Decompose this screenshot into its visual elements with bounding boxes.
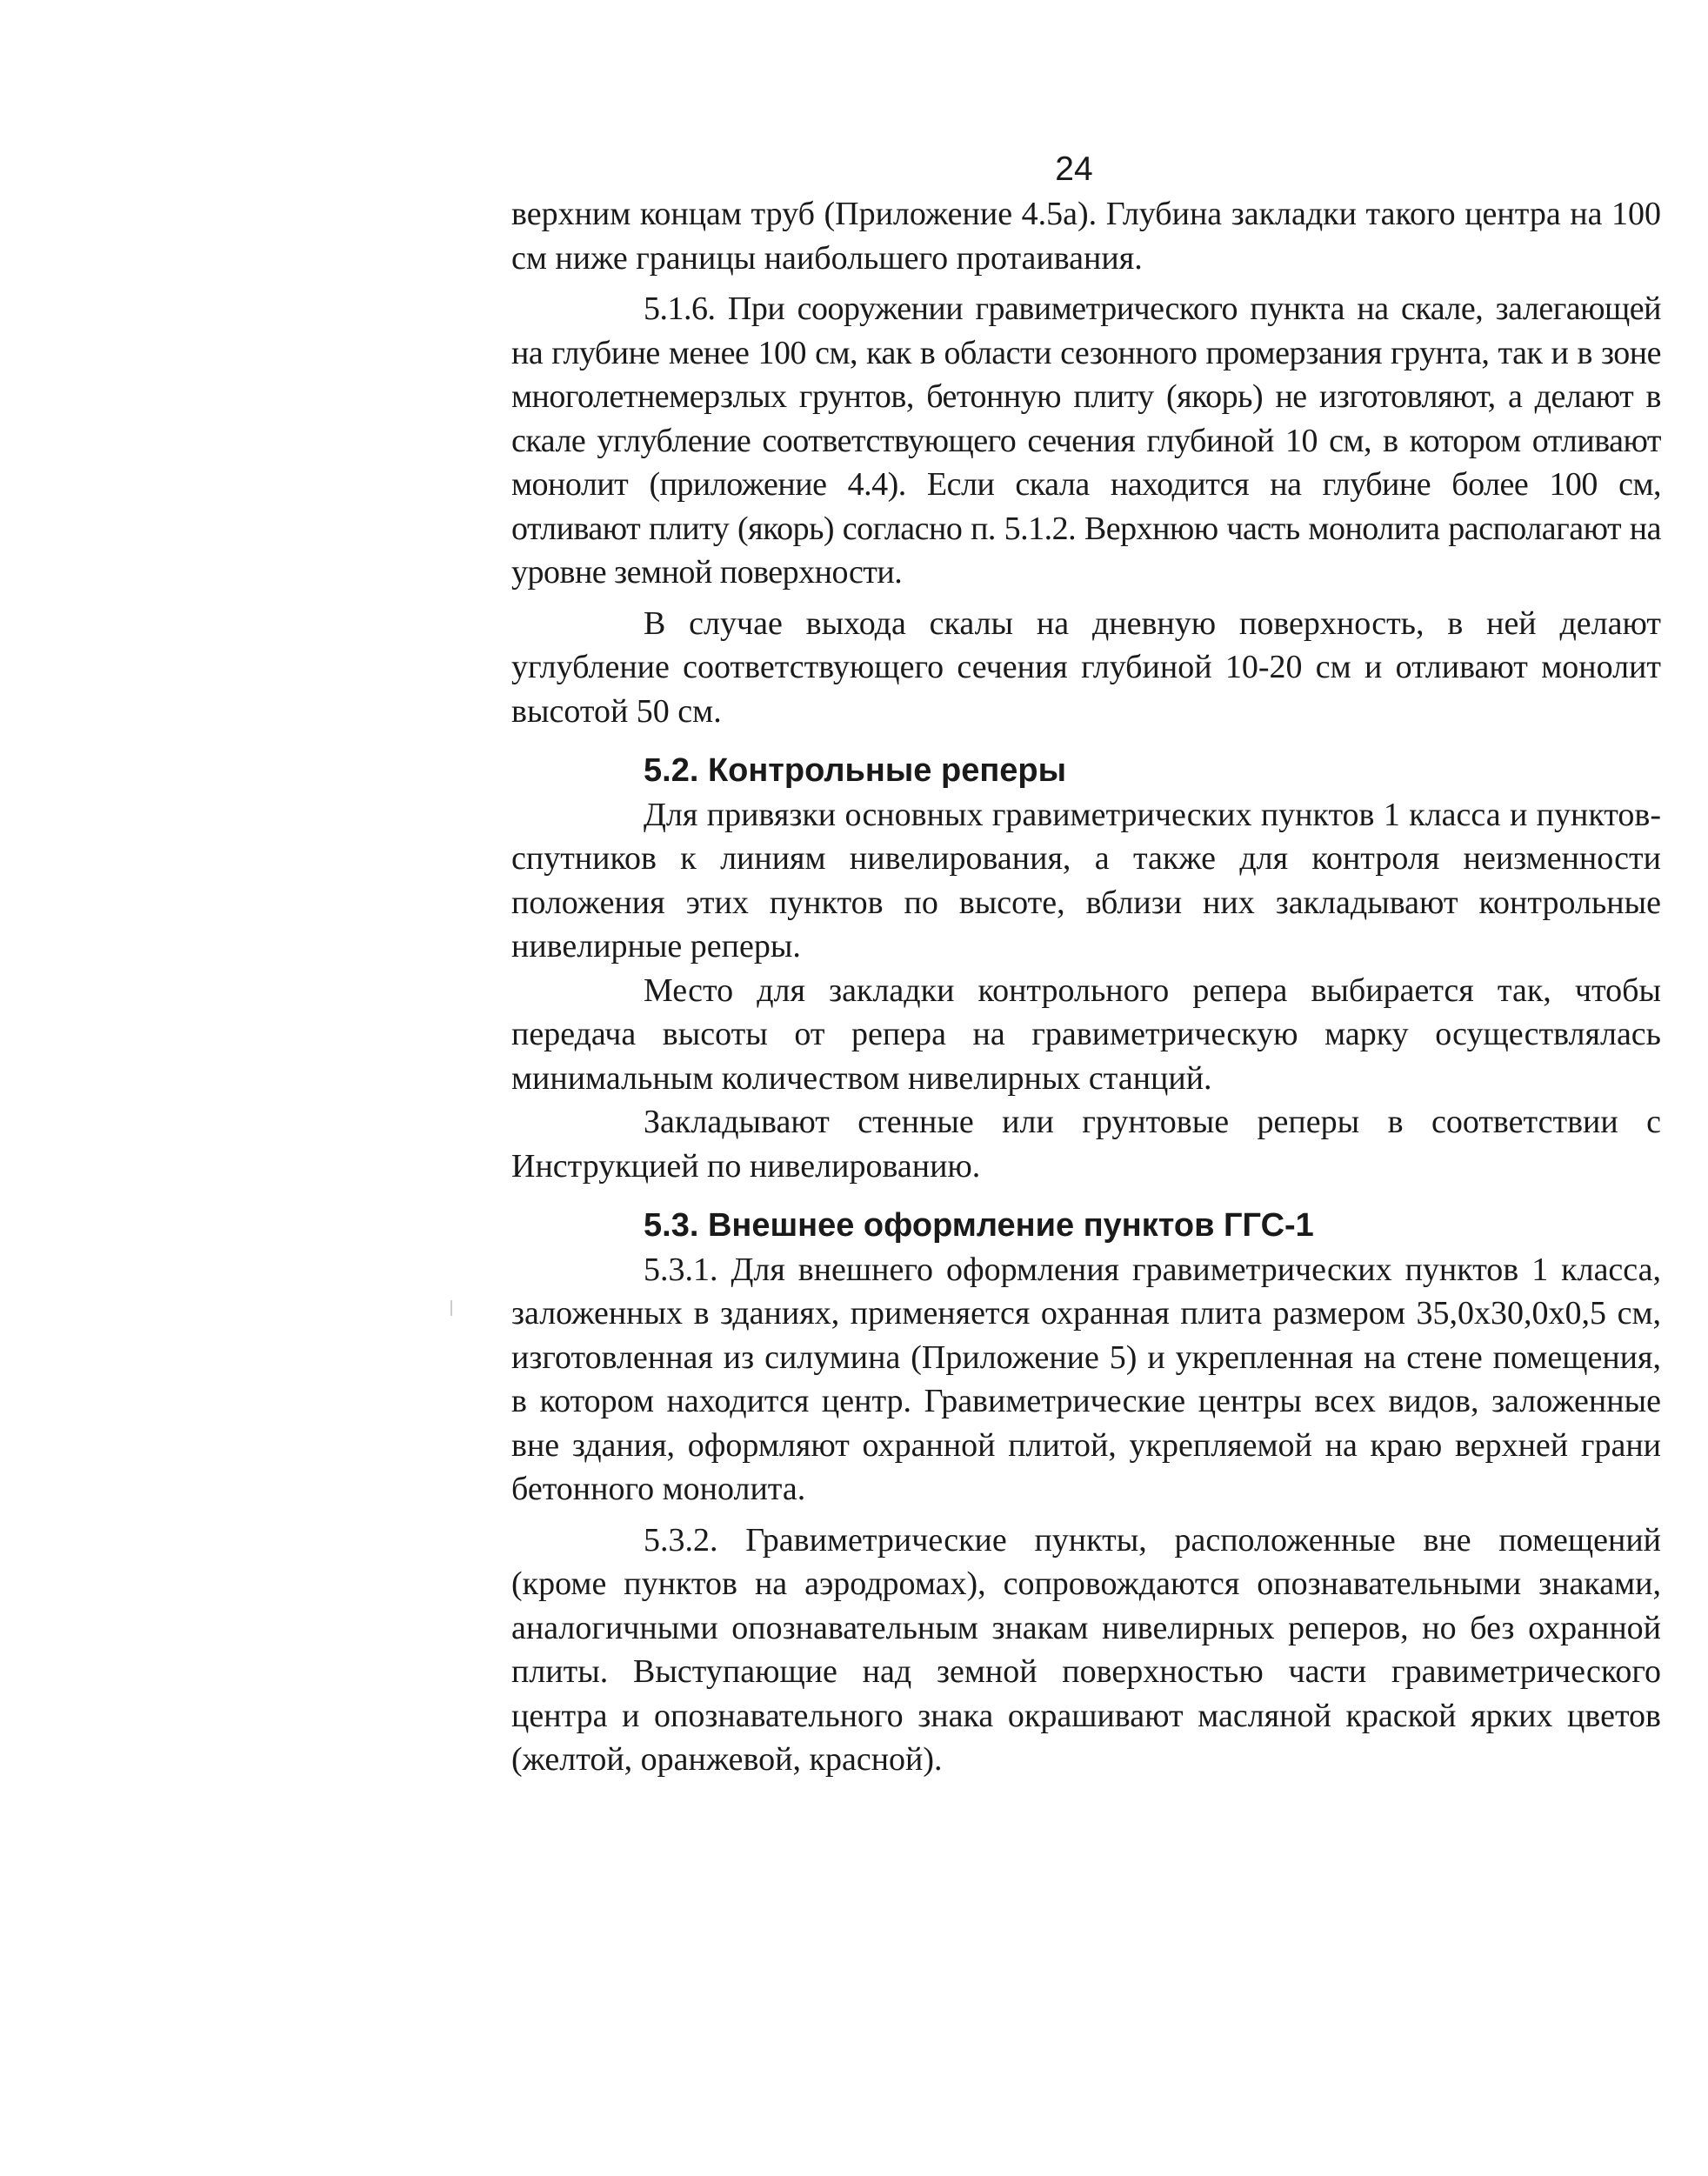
paragraph-5-2-binding: Для привязки основных гравиметрических пунктов 1 класса и пунктов-спутников к линиям нивелирования, а также для контроля неизменности положения этих пунктов по высоте, вблизи них закладывают контрольные нивелирные реперы. — [511, 796, 1661, 965]
scan-margin-mark — [450, 1300, 452, 1316]
section-heading-5-2: 5.2. Контрольные реперы — [644, 752, 1067, 789]
page-number: 24 — [1055, 150, 1093, 188]
paragraph-5-1-6: 5.1.6. При сооружении гравиметрического пункта на скале, залегающей на глубине менее 100 см, как в области сезонного промерзания грунта, так и в зоне многолетнемерзлых грунтов, бетонную плиту (якорь) не изготовляют, а делают в скале углубление соответствующего сечения глубиной 10 см, в котором отливают монолит (приложение 4.4). Если скала находится на глубине более 100 см, отливают плиту (якорь) согласно п. 5.1.2. Верхнюю часть монолита располагают на уровне земной поверхности. — [511, 290, 1661, 591]
paragraph-continuation: верхним концам труб (Приложение 4.5а). Глубина закладки такого центра на 100 см ниже границы наибольшего протаивания. — [511, 196, 1661, 277]
section-heading-5-3: 5.3. Внешнее оформление пунктов ГГС-1 — [644, 1207, 1314, 1244]
body-text — [511, 192, 1661, 1782]
paragraph-5-3-1: 5.3.1. Для внешнего оформления гравиметрических пунктов 1 класса, заложенных в зданиях, применяется охранная плита размером 35,0х30,0х0,5 см, изготовленная из силумина (Приложение 5) и укрепленная на стене помещения, в котором находится центр. Гравиметрические центры всех видов, заложенные вне здания, оформляют охранной плитой, укрепляемой на краю верхней грани бетонного монолита. — [511, 1251, 1661, 1507]
paragraph-rock-outcrop: В случае выхода скалы на дневную поверхность, в ней делают углубление соответствующего сечения глубиной 10-20 см и отливают монолит высотой 50 см. — [511, 604, 1661, 730]
paragraph-5-3-2: 5.3.2. Гравиметрические пункты, расположенные вне помещений (кроме пунктов на аэродромах), сопровождаются опознавательными знаками, аналогичными опознавательным знакам нивелирных реперов, но без охранной плиты. Выступающие над земной поверхностью части гравиметрического центра и опознавательного знака окрашивают масляной краской ярких цветов (желтой, оранжевой, красной). — [511, 1521, 1661, 1778]
paragraph-5-2-types: Закладывают стенные или грунтовые реперы в соответствии с Инструкцией по нивелированию. — [511, 1104, 1661, 1185]
paragraph-5-2-placement: Место для закладки контрольного репера выбирается так, чтобы передача высоты от репера на гравиметрическую марку осуществлялась минимальным количеством нивелирных станций. — [511, 971, 1661, 1097]
